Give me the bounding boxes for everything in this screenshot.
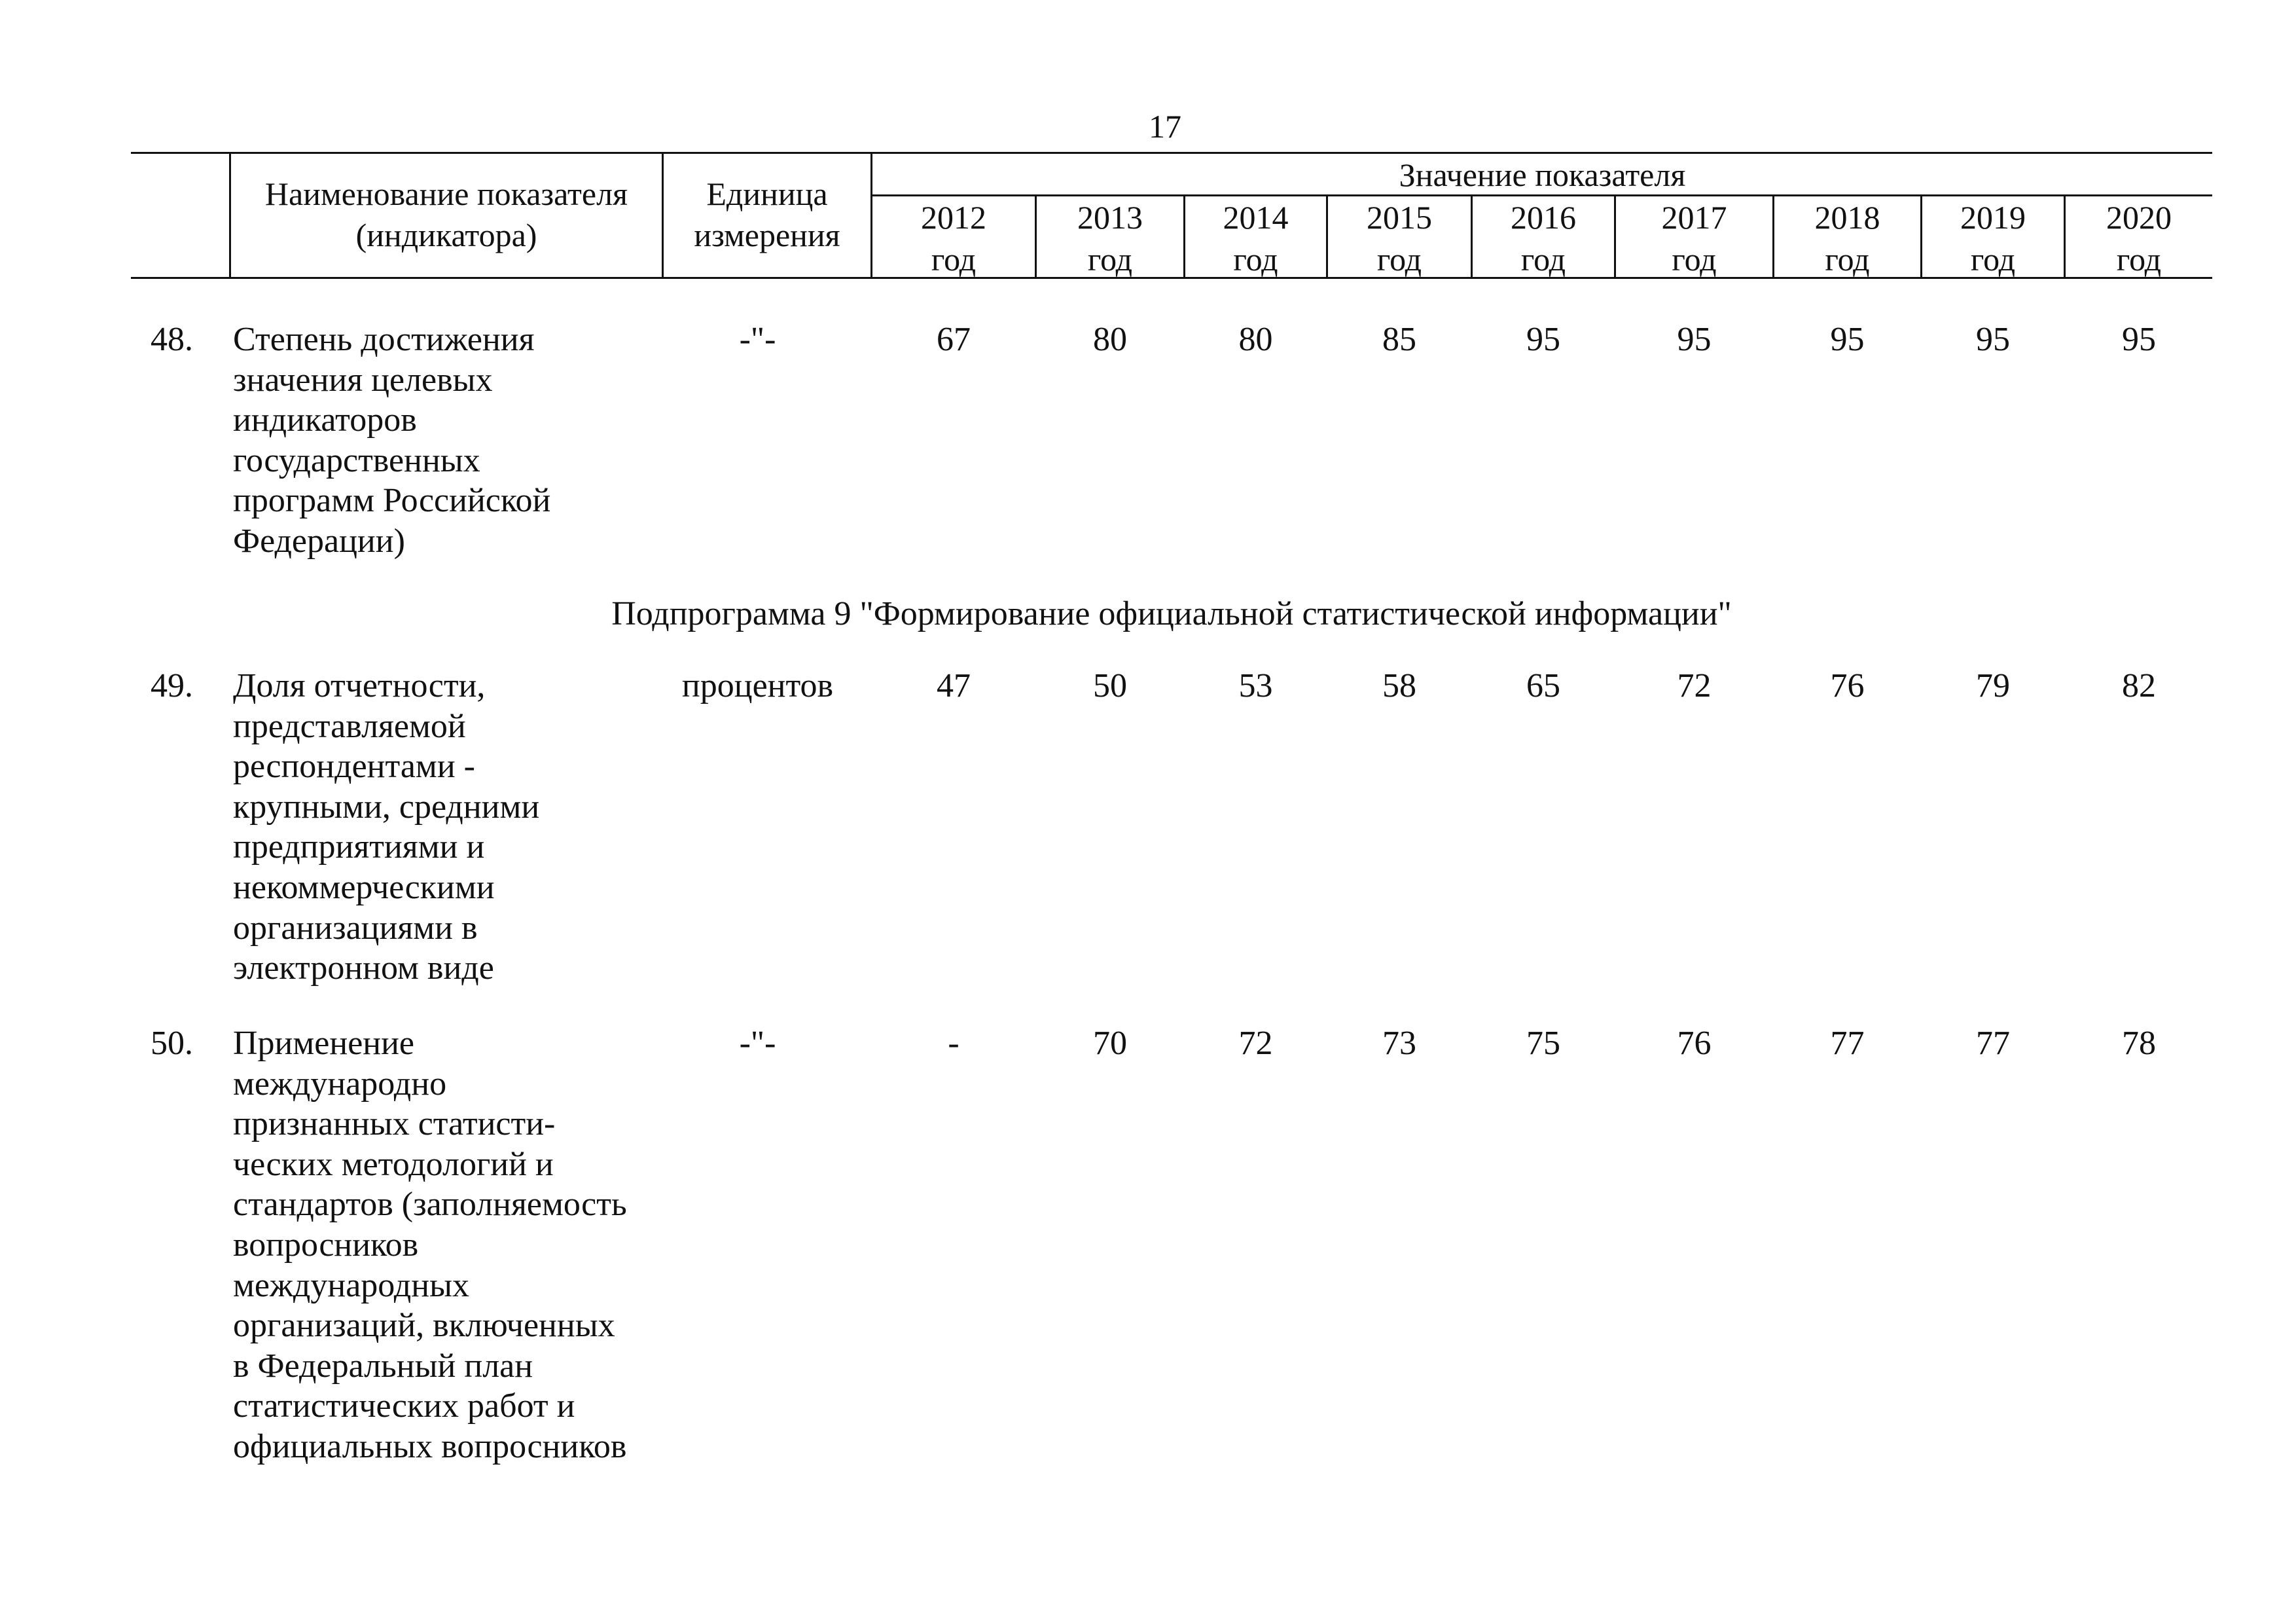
value-cell: 70 (1093, 1025, 1127, 1062)
header-year-2017 (1616, 196, 1772, 280)
row-indicator-name: Доля отчетности, представляемой респондентами - крупными, средними предприятиями и некоммерческими организациями в электронном виде (233, 667, 540, 987)
value-cell: 95 (2122, 321, 2156, 358)
value-cell: 82 (2122, 667, 2156, 704)
row-indicator-name: Применение международно признанных статисти- ческих методологий и стандартов (заполняемость вопросников международных организаций, включенных в Федеральный план статистических работ и официальных вопросников (233, 1025, 627, 1465)
header-year-suffix: год (2116, 241, 2162, 278)
row-number: 48. (151, 321, 193, 358)
header-year-number: 2015 (1367, 199, 1432, 236)
header-year-2015 (1328, 196, 1471, 280)
page-number: 17 (1149, 108, 1181, 145)
value-cell: 72 (1238, 1025, 1273, 1062)
value-cell: 72 (1677, 667, 1712, 704)
value-cell: 95 (1830, 321, 1865, 358)
header-year-number: 2012 (921, 199, 986, 236)
value-cell: 75 (1526, 1025, 1560, 1062)
row-indicator-name: Степень достижения значения целевых индикаторов государственных программ Российской Федерации) (233, 321, 551, 560)
value-cell: 95 (1976, 321, 2010, 358)
table-top-rule (131, 152, 2212, 154)
header-year-suffix: год (1087, 241, 1133, 278)
header-year-number: 2020 (2106, 199, 2172, 236)
header-year-suffix: год (1376, 241, 1422, 278)
header-indicator-name: Наименование показателя (индикатора) (264, 175, 628, 253)
header-year-number: 2018 (1814, 199, 1880, 236)
value-cell: 76 (1830, 667, 1865, 704)
header-unit: Единица измерения (694, 175, 840, 253)
header-year-2019 (1922, 196, 2064, 280)
row-unit: -"- (739, 1025, 776, 1062)
value-cell: 85 (1382, 321, 1416, 358)
header-year-number: 2014 (1223, 199, 1289, 236)
value-cell: 80 (1093, 321, 1127, 358)
header-year-suffix: год (1825, 241, 1870, 278)
value-cell: 77 (1830, 1025, 1865, 1062)
value-cell: 58 (1382, 667, 1416, 704)
value-cell: 73 (1382, 1025, 1416, 1062)
subprogram-heading: Подпрограмма 9 "Формирование официальной статистической информации" (611, 595, 1732, 632)
row-number: 49. (151, 667, 193, 704)
value-cell: 95 (1526, 321, 1560, 358)
header-year-suffix: год (1233, 241, 1278, 278)
header-year-suffix: год (931, 241, 977, 278)
header-year-suffix: год (1672, 241, 1717, 278)
value-cell: 80 (1238, 321, 1273, 358)
row-unit: процентов (681, 667, 834, 704)
row-unit: -"- (739, 321, 776, 358)
value-cell: 78 (2122, 1025, 2156, 1062)
header-year-2012 (872, 196, 1035, 280)
header-year-suffix: год (1970, 241, 2016, 278)
value-cell: 95 (1677, 321, 1712, 358)
header-year-2020 (2066, 196, 2212, 280)
value-cell: 77 (1976, 1025, 2010, 1062)
header-year-2013 (1037, 196, 1183, 280)
value-cell: 53 (1238, 667, 1273, 704)
header-year-number: 2019 (1960, 199, 2026, 236)
header-year-2018 (1774, 196, 1920, 280)
value-cell: 76 (1677, 1025, 1712, 1062)
header-year-2016 (1473, 196, 1614, 280)
header-year-suffix: год (1520, 241, 1566, 278)
header-value-group: Значение показателя (1399, 156, 1686, 193)
value-cell: 47 (937, 667, 971, 704)
header-year-2014 (1185, 196, 1326, 280)
value-cell: 50 (1093, 667, 1127, 704)
header-year-number: 2013 (1077, 199, 1143, 236)
row-number: 50. (151, 1025, 193, 1062)
header-year-number: 2016 (1511, 199, 1576, 236)
value-cell: - (948, 1025, 960, 1062)
value-cell: 65 (1526, 667, 1560, 704)
value-cell: 67 (937, 321, 971, 358)
value-cell: 79 (1976, 667, 2010, 704)
header-year-number: 2017 (1661, 199, 1727, 236)
